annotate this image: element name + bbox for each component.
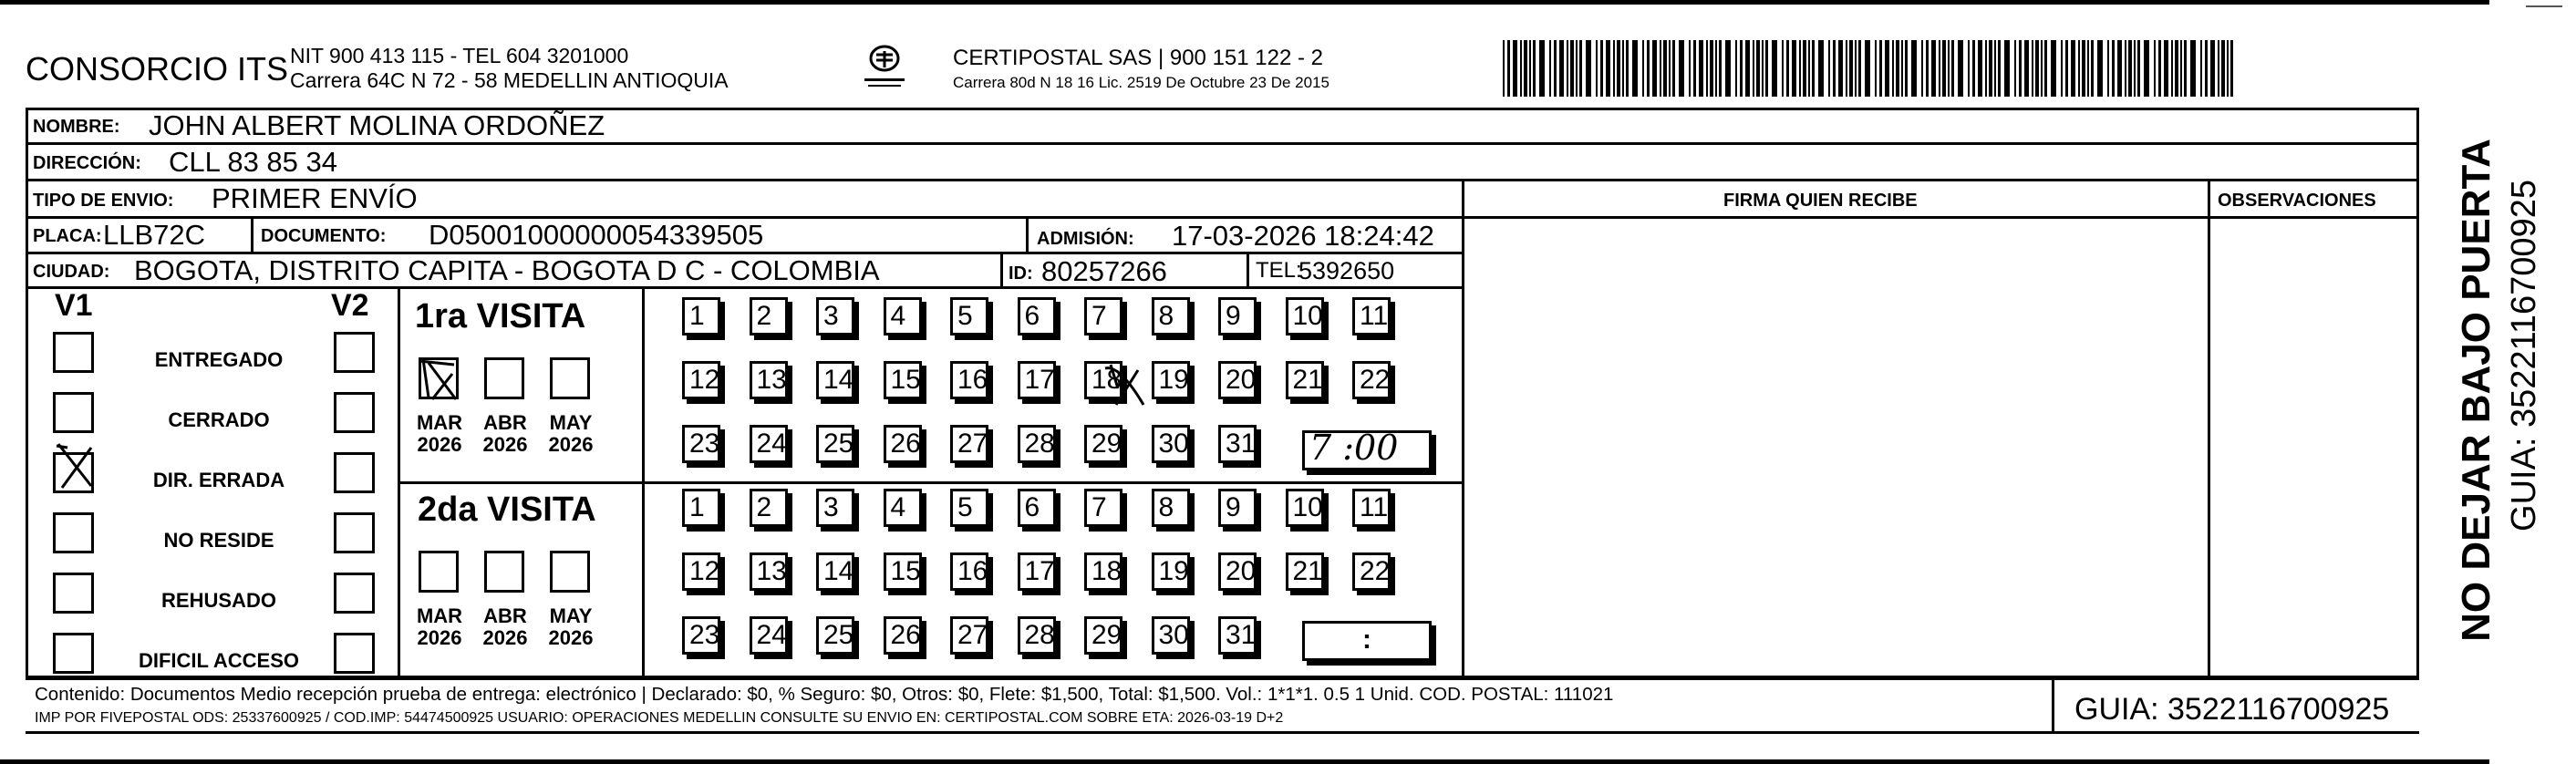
barcode-bar — [1948, 40, 1950, 97]
barcode-bar — [1622, 40, 1624, 97]
barcode-bar — [1756, 40, 1760, 97]
barcode-bar — [1799, 40, 1801, 97]
barcode-bar — [1672, 40, 1675, 97]
barcode-bar — [2065, 40, 2068, 97]
day-box-visit2-9[interactable]: 9 — [1218, 489, 1257, 527]
barcode-bar — [1626, 40, 1629, 97]
day-box-visit2-10[interactable]: 10 — [1286, 489, 1324, 527]
barcode-bar — [2071, 40, 2075, 97]
barcode-bar — [1762, 40, 1764, 97]
month-label — [409, 412, 470, 456]
day-box-visit2-6[interactable]: 6 — [1018, 489, 1056, 527]
barcode-bar — [2210, 40, 2215, 97]
footer-guia: GUIA: 3522116700925 — [2074, 692, 2390, 727]
day-box-visit1-31[interactable]: 31 — [1218, 425, 1257, 463]
day-box-visit2-12[interactable]: 12 — [682, 552, 720, 591]
rule-visits — [398, 481, 1462, 484]
day-box-visit2-3[interactable]: 3 — [816, 489, 854, 527]
day-box-visit1-26[interactable]: 26 — [884, 425, 922, 463]
barcode-bar — [1782, 40, 1784, 97]
barcode-bar — [2061, 40, 2063, 97]
observaciones-label: OBSERVACIONES — [2218, 191, 2376, 211]
barcode-bar — [1576, 40, 1578, 97]
month-label — [541, 605, 601, 649]
v1-checkbox-2[interactable] — [53, 392, 94, 433]
second-visit-title: 2da VISITA — [418, 490, 596, 529]
barcode-bar — [2171, 40, 2173, 97]
firma-label: FIRMA QUIEN RECIBE — [1723, 191, 1918, 211]
rule-ciudad — [26, 286, 1462, 289]
barcode-bar — [2097, 40, 2103, 97]
v2-checkbox-3[interactable] — [334, 452, 375, 493]
barcode-bar — [1533, 40, 1536, 97]
barcode-bar — [1968, 40, 1970, 97]
barcode-bar — [2227, 40, 2229, 97]
placa-label: PLACA: — [33, 226, 102, 246]
first-visit-title: 1ra VISITA — [415, 297, 586, 336]
day-box-visit2-26[interactable]: 26 — [884, 616, 922, 655]
day-box-visit2-28[interactable]: 28 — [1018, 616, 1056, 655]
month-label — [475, 412, 535, 456]
day-box-visit2-16[interactable]: 16 — [950, 552, 988, 591]
barcode-bar — [1606, 40, 1610, 97]
month-year: 2026 — [548, 626, 594, 650]
day-box-visit1-14[interactable]: 14 — [816, 361, 854, 399]
barcode-bar — [1613, 40, 1615, 97]
barcode-bar — [2082, 40, 2085, 97]
barcode-bar — [2004, 40, 2010, 97]
admision-value: 17-03-2026 18:24:42 — [1172, 220, 1434, 252]
month-year: 2026 — [417, 433, 462, 457]
v2-checkbox-5[interactable] — [334, 573, 375, 614]
barcode-bar — [1753, 40, 1754, 97]
month-checkbox-may-visit2[interactable] — [550, 551, 590, 593]
v1-checkbox-5[interactable] — [53, 573, 94, 614]
v1-checkbox-6[interactable] — [53, 633, 94, 674]
barcode-bar — [2144, 40, 2149, 97]
barcode-bar — [2158, 40, 2161, 97]
placa-value: LLB72C — [103, 219, 206, 251]
barcode-bar — [2200, 40, 2202, 97]
day-box-visit1-12[interactable]: 12 — [682, 361, 720, 399]
barcode-bar — [1632, 40, 1638, 97]
day-box-visit1-1[interactable]: 1 — [682, 297, 720, 336]
month-checkbox-mar-visit2[interactable] — [419, 551, 459, 593]
month-label — [475, 605, 535, 649]
barcode-bar — [1715, 40, 1717, 97]
day-box-visit2-30[interactable]: 30 — [1152, 616, 1190, 655]
day-box-visit1-11[interactable]: 11 — [1352, 297, 1391, 336]
barcode-bar — [1586, 40, 1591, 97]
day-box-visit1-20[interactable]: 20 — [1218, 361, 1257, 399]
bottom-border — [0, 759, 2489, 764]
hour-value-second: : — [1362, 625, 1371, 655]
barcode-bar — [1663, 40, 1667, 97]
month-checkbox-abr-visit2[interactable] — [484, 551, 524, 593]
footer-impresion: IMP POR FIVEPOSTAL ODS: 25337600925 / COD.IMP: 54474500925 USUARIO: OPERACIONES MEDELLIN CONSULTE SU ENVIO EN: CERTIPOSTAL.COM SOBRE ETA: 2026-03-19 D+2 — [35, 710, 1284, 726]
barcode-bar — [1905, 40, 1908, 97]
barcode-bar — [1939, 40, 1940, 97]
month-year: 2026 — [417, 626, 462, 650]
nombre-label: NOMBRE: — [33, 117, 120, 137]
day-box-visit2-13[interactable]: 13 — [750, 552, 788, 591]
barcode-bar — [1921, 40, 1923, 97]
barcode-bar — [1529, 40, 1531, 97]
barcode-bar — [1600, 40, 1603, 97]
barcode-bar — [1838, 40, 1843, 97]
barcode-bar — [1911, 40, 1917, 97]
tel-label: TEL: — [1256, 258, 1302, 283]
day-box-visit1-10[interactable]: 10 — [1286, 297, 1324, 336]
day-box-visit1-2[interactable]: 2 — [750, 297, 788, 336]
day-box-visit2-11[interactable]: 11 — [1352, 489, 1391, 527]
top-border — [0, 0, 2489, 5]
barcode-bar — [2117, 40, 2122, 97]
footer-contenido: Contenido: Documentos Medio recepción prueba de entrega: electrónico | Declarado: $0, % Seguro: $0, Otros: $0, Flete: $1,500, Total: $1,500. Vol.: 1*1*1. 0.5 1 Unid. COD. POSTAL: 111021 — [35, 684, 1614, 705]
barcode-bar — [2112, 40, 2115, 97]
carrier-address: Carrera 80d N 18 16 Lic. 2519 De Octubre 23 De 2015 — [953, 74, 1329, 91]
hour-value-first: 7 :00 — [1309, 428, 1399, 468]
barcode-bar — [1725, 40, 1731, 97]
day-box-visit1-22[interactable]: 22 — [1352, 361, 1391, 399]
day-box-visit1-16[interactable]: 16 — [950, 361, 988, 399]
tipo-label: TIPO DE ENVIO: — [33, 191, 174, 211]
month-name: MAR — [416, 411, 463, 434]
check-mark-day-18 — [1102, 361, 1151, 410]
barcode-bar — [2175, 40, 2178, 97]
tipo-value: PRIMER ENVÍO — [212, 182, 418, 214]
nombre-value: JOHN ALBERT MOLINA ORDOÑEZ — [149, 109, 605, 141]
barcode-bar — [1642, 40, 1644, 97]
month-name: ABR — [483, 411, 527, 434]
day-box-visit2-23[interactable]: 23 — [682, 616, 720, 655]
status-label: DIFICIL ACCESO — [138, 649, 299, 672]
barcode-bar — [1617, 40, 1620, 97]
rule-direccion — [26, 179, 2419, 181]
month-name: ABR — [483, 604, 527, 627]
barcode-bar — [1849, 40, 1853, 97]
barcode-bar — [1858, 40, 1861, 97]
barcode-bar — [2078, 40, 2080, 97]
v2-checkbox-2[interactable] — [334, 392, 375, 433]
day-box-visit2-5[interactable]: 5 — [950, 489, 988, 527]
month-year: 2026 — [482, 433, 528, 457]
v2-label: V2 — [331, 288, 369, 323]
day-box-visit1-9[interactable]: 9 — [1218, 297, 1257, 336]
day-box-visit1-30[interactable]: 30 — [1152, 425, 1190, 463]
barcode-bar — [2091, 40, 2094, 97]
v2-checkbox-4[interactable] — [334, 512, 375, 553]
v1-checkbox-4[interactable] — [53, 512, 94, 553]
barcode-bar — [1554, 40, 1557, 97]
status-label: NO RESIDE — [163, 529, 274, 552]
month-label — [541, 412, 601, 456]
barcode-bar — [1865, 40, 1870, 97]
day-box-visit1-13[interactable]: 13 — [750, 361, 788, 399]
barcode-bar — [1539, 40, 1545, 97]
barcode-bar — [1818, 40, 1824, 97]
divider-obs-header — [2208, 179, 2210, 216]
id-label: ID: — [1009, 263, 1033, 284]
day-box-visit2-15[interactable]: 15 — [884, 552, 922, 591]
barcode-bar — [1875, 40, 1877, 97]
barcode-bar — [2024, 40, 2029, 97]
check-mark-month-mar — [416, 357, 461, 405]
barcode-bar — [1985, 40, 1987, 97]
barcode-bar — [1647, 40, 1650, 97]
v1-checkbox-1[interactable] — [53, 332, 94, 373]
barcode-bar — [1892, 40, 1894, 97]
ciudad-value: BOGOTA, DISTRITO CAPITA - BOGOTA D C - COLOMBIA — [134, 254, 880, 286]
barcode-bar — [2128, 40, 2132, 97]
admision-label: ADMISIÓN: — [1037, 229, 1134, 249]
month-checkbox-may-visit1[interactable] — [550, 357, 590, 399]
barcode-bar — [2134, 40, 2136, 97]
day-box-visit2-17[interactable]: 17 — [1018, 552, 1056, 591]
day-box-visit2-18[interactable]: 18 — [1084, 552, 1122, 591]
barcode-bar — [1567, 40, 1568, 97]
barcode-bar — [2221, 40, 2225, 97]
day-box-visit1-15[interactable]: 15 — [884, 361, 922, 399]
barcode-bar — [1740, 40, 1743, 97]
barcode-bar — [1549, 40, 1551, 97]
barcode-bar — [2014, 40, 2016, 97]
sender-address: Carrera 64C N 72 - 58 MEDELLIN ANTIOQUIA — [290, 68, 729, 92]
barcode-bar — [1879, 40, 1882, 97]
barcode-bar — [1689, 40, 1691, 97]
barcode-bar — [2107, 40, 2109, 97]
day-box-visit1-7[interactable]: 7 — [1084, 297, 1122, 336]
sender-name: CONSORCIO ITS — [26, 50, 289, 88]
barcode-bar — [2184, 40, 2187, 97]
month-year: 2026 — [548, 433, 594, 457]
divider-documento — [251, 216, 253, 252]
day-box-visit1-19[interactable]: 19 — [1152, 361, 1190, 399]
day-box-visit1-3[interactable]: 3 — [816, 297, 854, 336]
barcode-bar — [2218, 40, 2219, 97]
barcode-bar — [1901, 40, 1903, 97]
barcode-bar — [1524, 40, 1527, 97]
barcode-bar — [2125, 40, 2126, 97]
barcode-bar — [1652, 40, 1657, 97]
barcode-bar — [1812, 40, 1815, 97]
v2-checkbox-1[interactable] — [334, 332, 375, 373]
barcode-bar — [1520, 40, 1522, 97]
divider-firma — [1462, 179, 1464, 678]
day-box-visit1-6[interactable]: 6 — [1018, 297, 1056, 336]
day-box-visit1-23[interactable]: 23 — [682, 425, 720, 463]
barcode-bar — [1745, 40, 1750, 97]
barcode-bar — [1570, 40, 1574, 97]
no-dejar-bajo-puerta: NO DEJAR BAJO PUERTA — [2454, 139, 2498, 642]
barcode-bar — [1958, 40, 1963, 97]
day-box-visit2-27[interactable]: 27 — [950, 616, 988, 655]
barcode-bar — [1931, 40, 1936, 97]
divider-admision — [1026, 216, 1029, 252]
day-box-visit1-29[interactable]: 29 — [1084, 425, 1122, 463]
barcode-bar — [1513, 40, 1517, 97]
barcode-bar — [1699, 40, 1703, 97]
id-value: 80257266 — [1041, 255, 1167, 287]
barcode-bar — [1786, 40, 1789, 97]
month-checkbox-abr-visit1[interactable] — [484, 357, 524, 399]
day-box-visit2-22[interactable]: 22 — [1352, 552, 1391, 591]
barcode-bar — [1596, 40, 1598, 97]
barcode-bar — [1579, 40, 1582, 97]
rule-footer — [26, 677, 2419, 680]
barcode-bar — [1559, 40, 1564, 97]
day-box-visit1-17[interactable]: 17 — [1018, 361, 1056, 399]
day-box-visit2-1[interactable]: 1 — [682, 489, 720, 527]
day-box-visit1-18[interactable]: 18 — [1084, 361, 1122, 399]
barcode-bar — [2041, 40, 2043, 97]
day-box-visit1-27[interactable]: 27 — [950, 425, 988, 463]
barcode-bar — [1679, 40, 1684, 97]
barcode-bar — [2190, 40, 2196, 97]
sender-nit: NIT 900 413 115 - TEL 604 3201000 — [290, 44, 629, 67]
day-box-visit1-25[interactable]: 25 — [816, 425, 854, 463]
barcode-bar — [1735, 40, 1737, 97]
barcode-bar — [1669, 40, 1671, 97]
barcode-bar — [2035, 40, 2039, 97]
barcode-bar — [1808, 40, 1810, 97]
month-name: MAY — [549, 604, 593, 627]
day-box-visit2-14[interactable]: 14 — [816, 552, 854, 591]
day-box-visit2-8[interactable]: 8 — [1152, 489, 1190, 527]
barcode-bar — [1803, 40, 1806, 97]
month-name: MAY — [549, 411, 593, 434]
barcode-bar — [1693, 40, 1696, 97]
barcode-bar — [1765, 40, 1768, 97]
tel-value: 5392650 — [1298, 257, 1395, 284]
month-label — [409, 605, 470, 649]
day-box-visit2-21[interactable]: 21 — [1286, 552, 1324, 591]
barcode-bar — [1989, 40, 1992, 97]
barcode-bar — [1951, 40, 1954, 97]
barcode-bar — [2205, 40, 2208, 97]
day-box-visit2-7[interactable]: 7 — [1084, 489, 1122, 527]
barcode-bar — [1660, 40, 1661, 97]
day-box-visit2-20[interactable]: 20 — [1218, 552, 1257, 591]
day-box-visit1-8[interactable]: 8 — [1152, 297, 1190, 336]
day-box-visit2-24[interactable]: 24 — [750, 616, 788, 655]
month-year: 2026 — [482, 626, 528, 650]
day-box-visit2-2[interactable]: 2 — [750, 489, 788, 527]
barcode-bar — [2044, 40, 2047, 97]
status-label: CERRADO — [168, 408, 270, 431]
status-label: ENTREGADO — [154, 348, 284, 371]
day-box-visit2-25[interactable]: 25 — [816, 616, 854, 655]
check-mark-dir-errada — [53, 442, 97, 490]
rule-nombre — [26, 142, 2419, 145]
divider-footer-guia — [2052, 677, 2054, 732]
divider-id — [1000, 252, 1003, 286]
status-label: DIR. ERRADA — [152, 469, 285, 491]
documento-label: DOCUMENTO: — [261, 226, 387, 246]
direccion-value: CLL 83 85 34 — [169, 146, 338, 178]
day-box-visit1-24[interactable]: 24 — [750, 425, 788, 463]
barcode-bar — [2164, 40, 2168, 97]
barcode-bar — [2230, 40, 2233, 97]
barcode-bar — [2051, 40, 2056, 97]
v1-label: V1 — [55, 288, 93, 323]
barcode-bar — [1772, 40, 1777, 97]
day-box-visit1-28[interactable]: 28 — [1018, 425, 1056, 463]
barcode-bar — [2154, 40, 2156, 97]
barcode-bar — [1998, 40, 2001, 97]
barcode — [1503, 40, 2238, 97]
barcode-bar — [1710, 40, 1713, 97]
top-right-dash — [2526, 5, 2562, 7]
day-box-visit1-4[interactable]: 4 — [884, 297, 922, 336]
day-box-visit2-29[interactable]: 29 — [1084, 616, 1122, 655]
day-box-visit1-5[interactable]: 5 — [950, 297, 988, 336]
month-name: MAR — [416, 604, 463, 627]
side-guia: GUIA: 3522116700925 — [2505, 180, 2543, 532]
documento-value: D05001000000054339505 — [429, 219, 764, 251]
day-box-visit2-31[interactable]: 31 — [1218, 616, 1257, 655]
barcode-bar — [1942, 40, 1946, 97]
barcode-bar — [1833, 40, 1836, 97]
day-box-visit1-21[interactable]: 21 — [1286, 361, 1324, 399]
day-box-visit2-19[interactable]: 19 — [1152, 552, 1190, 591]
barcode-bar — [2137, 40, 2140, 97]
divider-observaciones — [2208, 179, 2210, 678]
carrier-nit: CERTIPOSTAL SAS | 900 151 122 - 2 — [953, 46, 1323, 70]
barcode-bar — [1972, 40, 1975, 97]
barcode-bar — [1896, 40, 1899, 97]
divider-tel — [1247, 252, 1249, 286]
rule-tipo — [26, 216, 2419, 219]
barcode-bar — [1855, 40, 1857, 97]
barcode-bar — [1706, 40, 1708, 97]
rule-bottom — [26, 731, 2419, 734]
v2-checkbox-6[interactable] — [334, 633, 375, 674]
barcode-bar — [2032, 40, 2033, 97]
barcode-bar — [1507, 40, 1510, 97]
barcode-bar — [1978, 40, 1982, 97]
barcode-bar — [1926, 40, 1929, 97]
barcode-bar — [1503, 40, 1505, 97]
barcode-bar — [2180, 40, 2182, 97]
barcode-bar — [1885, 40, 1889, 97]
certipostal-logo — [861, 40, 908, 95]
barcode-bar — [2019, 40, 2022, 97]
barcode-bar — [1719, 40, 1722, 97]
status-label: REHUSADO — [161, 589, 276, 612]
direccion-label: DIRECCIÓN: — [33, 153, 141, 173]
barcode-bar — [1828, 40, 1830, 97]
ciudad-label: CIUDAD: — [33, 262, 110, 282]
barcode-bar — [1994, 40, 1996, 97]
barcode-bar — [1846, 40, 1847, 97]
day-box-visit2-4[interactable]: 4 — [884, 489, 922, 527]
barcode-bar — [1792, 40, 1796, 97]
barcode-bar — [2087, 40, 2089, 97]
